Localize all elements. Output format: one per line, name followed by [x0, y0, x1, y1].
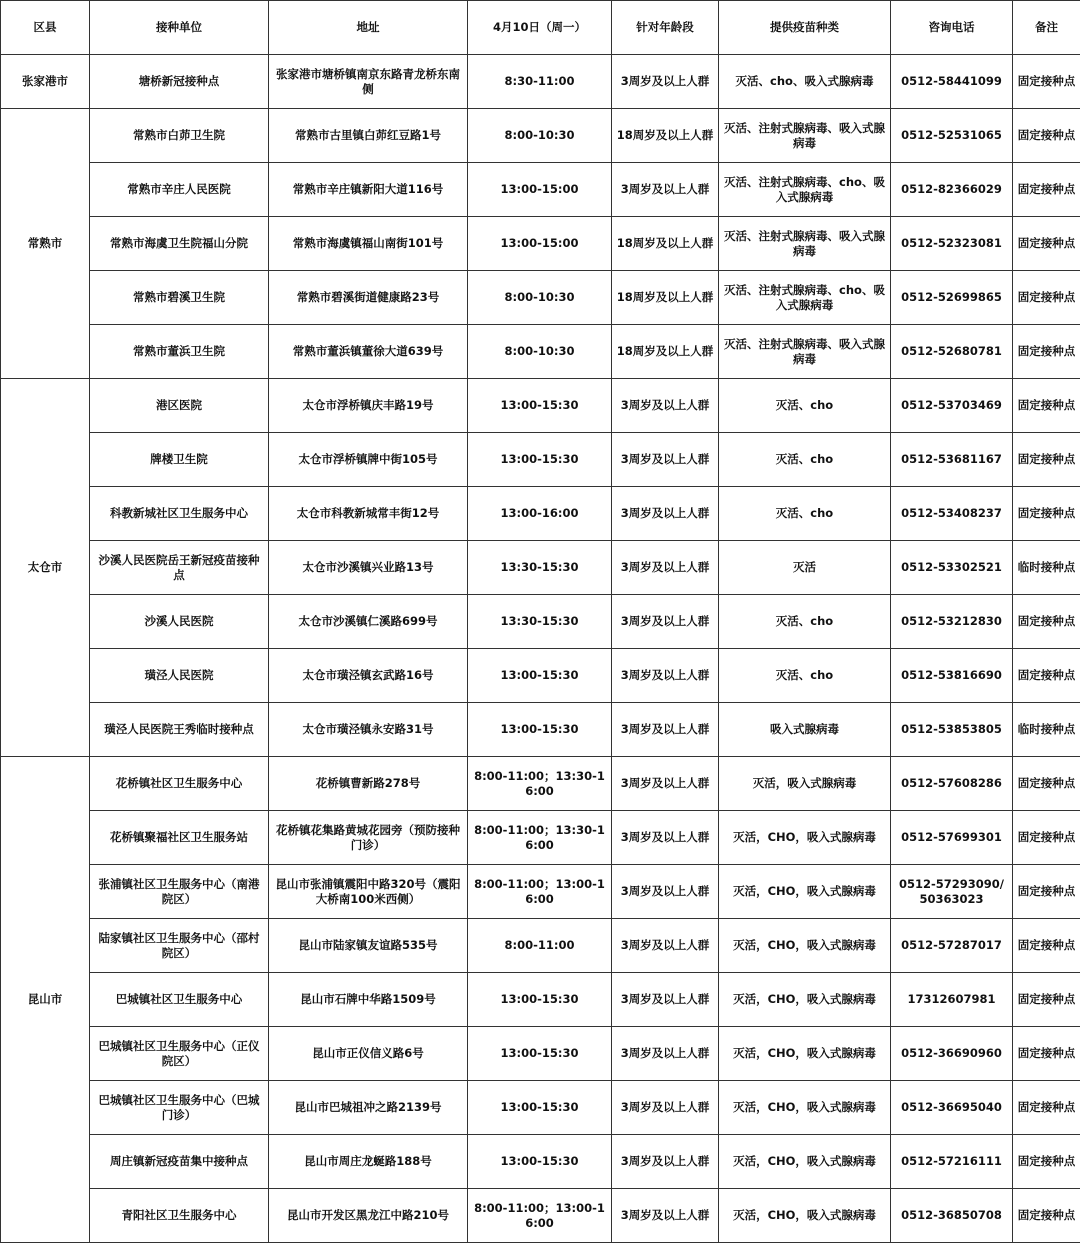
age-cell: 3周岁及以上人群: [612, 1135, 719, 1189]
table-row: [1, 433, 1080, 487]
note-cell: 固定接种点: [1013, 1189, 1080, 1243]
unit-cell: 花桥镇社区卫生服务中心: [90, 757, 269, 811]
note-cell: 固定接种点: [1013, 973, 1080, 1027]
vaccine-cell: 灭活，CHO，吸入式腺病毒: [719, 811, 891, 865]
note-cell: 固定接种点: [1013, 325, 1080, 379]
address-cell: 昆山市正仪信义路6号: [269, 1027, 468, 1081]
vaccine-cell: 灭活、cho: [719, 595, 891, 649]
note-cell: 固定接种点: [1013, 55, 1080, 109]
table-row: [1, 271, 1080, 325]
note-cell: 固定接种点: [1013, 811, 1080, 865]
time-cell: 13:00-15:00: [468, 163, 612, 217]
vaccine-cell: 灭活，CHO，吸入式腺病毒: [719, 1027, 891, 1081]
unit-cell: 巴城镇社区卫生服务中心（巴城门诊）: [90, 1081, 269, 1135]
time-cell: 13:00-15:30: [468, 433, 612, 487]
note-cell: 固定接种点: [1013, 487, 1080, 541]
age-cell: 3周岁及以上人群: [612, 1189, 719, 1243]
phone-cell: 0512-57216111: [891, 1135, 1013, 1189]
unit-cell: 陆家镇社区卫生服务中心（邵村院区）: [90, 919, 269, 973]
address-cell: 常熟市辛庄镇新阳大道116号: [269, 163, 468, 217]
vaccine-cell: 灭活、cho: [719, 433, 891, 487]
unit-cell: 周庄镇新冠疫苗集中接种点: [90, 1135, 269, 1189]
unit-cell: 常熟市海虞卫生院福山分院: [90, 217, 269, 271]
table-row: [1, 1081, 1080, 1135]
time-cell: 8:00-11:00；13:00-16:00: [468, 865, 612, 919]
address-cell: 昆山市巴城祖冲之路2139号: [269, 1081, 468, 1135]
header-age: 针对年龄段: [612, 1, 719, 55]
note-cell: 临时接种点: [1013, 703, 1080, 757]
vaccine-cell: 灭活，CHO，吸入式腺病毒: [719, 919, 891, 973]
district-cell: 太仓市: [1, 379, 90, 757]
address-cell: 常熟市海虞镇福山南街101号: [269, 217, 468, 271]
age-cell: 18周岁及以上人群: [612, 271, 719, 325]
note-cell: 固定接种点: [1013, 1081, 1080, 1135]
phone-cell: 0512-52323081: [891, 217, 1013, 271]
vaccine-cell: 灭活，吸入式腺病毒: [719, 757, 891, 811]
table-row: [1, 1189, 1080, 1243]
phone-cell: 0512-36690960: [891, 1027, 1013, 1081]
note-cell: 固定接种点: [1013, 217, 1080, 271]
address-cell: 花桥镇曹新路278号: [269, 757, 468, 811]
address-cell: 昆山市周庄龙蜒路188号: [269, 1135, 468, 1189]
vaccine-cell: 灭活，CHO，吸入式腺病毒: [719, 1189, 891, 1243]
phone-cell: 0512-52699865: [891, 271, 1013, 325]
age-cell: 3周岁及以上人群: [612, 1081, 719, 1135]
district-cell: 张家港市: [1, 55, 90, 109]
address-cell: 太仓市科教新城常丰街12号: [269, 487, 468, 541]
unit-cell: 沙溪人民医院: [90, 595, 269, 649]
header-row: [1, 1, 1080, 55]
header-phone: 咨询电话: [891, 1, 1013, 55]
unit-cell: 科教新城社区卫生服务中心: [90, 487, 269, 541]
age-cell: 3周岁及以上人群: [612, 595, 719, 649]
address-cell: 常熟市碧溪街道健康路23号: [269, 271, 468, 325]
note-cell: 固定接种点: [1013, 865, 1080, 919]
header-vaccine: 提供疫苗种类: [719, 1, 891, 55]
unit-cell: 张浦镇社区卫生服务中心（南港院区）: [90, 865, 269, 919]
note-cell: 固定接种点: [1013, 433, 1080, 487]
age-cell: 18周岁及以上人群: [612, 325, 719, 379]
time-cell: 13:30-15:30: [468, 541, 612, 595]
district-cell: 昆山市: [1, 757, 90, 1243]
header-time: 4月10日（周一）: [468, 1, 612, 55]
unit-cell: 璜泾人民医院王秀临时接种点: [90, 703, 269, 757]
time-cell: 13:00-15:30: [468, 973, 612, 1027]
table-row: [1, 487, 1080, 541]
phone-cell: 0512-36850708: [891, 1189, 1013, 1243]
phone-cell: 0512-82366029: [891, 163, 1013, 217]
unit-cell: 花桥镇聚福社区卫生服务站: [90, 811, 269, 865]
address-cell: 花桥镇花集路黄城花园旁（预防接种门诊）: [269, 811, 468, 865]
vaccine-cell: 灭活、cho: [719, 379, 891, 433]
table-row: [1, 379, 1080, 433]
phone-cell: 0512-53816690: [891, 649, 1013, 703]
district-cell: 常熟市: [1, 109, 90, 379]
time-cell: 8:00-11:00；13:00-16:00: [468, 1189, 612, 1243]
note-cell: 固定接种点: [1013, 649, 1080, 703]
age-cell: 3周岁及以上人群: [612, 973, 719, 1027]
address-cell: 常熟市古里镇白茆红豆路1号: [269, 109, 468, 163]
address-cell: 昆山市张浦镇震阳中路320号（震阳大桥南100米西侧）: [269, 865, 468, 919]
age-cell: 3周岁及以上人群: [612, 163, 719, 217]
phone-cell: 0512-52531065: [891, 109, 1013, 163]
time-cell: 13:00-16:00: [468, 487, 612, 541]
time-cell: 8:00-11:00；13:30-16:00: [468, 811, 612, 865]
table-row: [1, 649, 1080, 703]
table-row: [1, 973, 1080, 1027]
phone-cell: 0512-58441099: [891, 55, 1013, 109]
vaccine-cell: 灭活、注射式腺病毒、cho、吸入式腺病毒: [719, 271, 891, 325]
table-row: [1, 325, 1080, 379]
table-row: [1, 811, 1080, 865]
unit-cell: 常熟市白茆卫生院: [90, 109, 269, 163]
address-cell: 昆山市石牌中华路1509号: [269, 973, 468, 1027]
note-cell: 固定接种点: [1013, 271, 1080, 325]
age-cell: 3周岁及以上人群: [612, 433, 719, 487]
unit-cell: 常熟市董浜卫生院: [90, 325, 269, 379]
age-cell: 3周岁及以上人群: [612, 541, 719, 595]
address-cell: 昆山市开发区黑龙江中路210号: [269, 1189, 468, 1243]
age-cell: 18周岁及以上人群: [612, 217, 719, 271]
vaccine-cell: 灭活、cho: [719, 487, 891, 541]
unit-cell: 塘桥新冠接种点: [90, 55, 269, 109]
age-cell: 3周岁及以上人群: [612, 55, 719, 109]
unit-cell: 沙溪人民医院岳王新冠疫苗接种点: [90, 541, 269, 595]
unit-cell: 青阳社区卫生服务中心: [90, 1189, 269, 1243]
age-cell: 3周岁及以上人群: [612, 757, 719, 811]
unit-cell: 常熟市碧溪卫生院: [90, 271, 269, 325]
table-row: [1, 109, 1080, 163]
time-cell: 8:30-11:00: [468, 55, 612, 109]
time-cell: 8:00-11:00: [468, 919, 612, 973]
unit-cell: 港区医院: [90, 379, 269, 433]
table-row: [1, 1027, 1080, 1081]
address-cell: 张家港市塘桥镇南京东路青龙桥东南侧: [269, 55, 468, 109]
address-cell: 太仓市沙溪镇仁溪路699号: [269, 595, 468, 649]
table-body: [1, 55, 1080, 1243]
table-row: [1, 595, 1080, 649]
phone-cell: 0512-57293090/ 50363023: [891, 865, 1013, 919]
vaccine-cell: 灭活、注射式腺病毒、吸入式腺病毒: [719, 109, 891, 163]
vaccine-cell: 灭活，CHO，吸入式腺病毒: [719, 865, 891, 919]
header-unit: 接种单位: [90, 1, 269, 55]
age-cell: 3周岁及以上人群: [612, 1027, 719, 1081]
time-cell: 13:00-15:30: [468, 1081, 612, 1135]
age-cell: 18周岁及以上人群: [612, 109, 719, 163]
age-cell: 3周岁及以上人群: [612, 487, 719, 541]
time-cell: 13:00-15:30: [468, 649, 612, 703]
vaccine-cell: 灭活、cho: [719, 649, 891, 703]
table-row: [1, 55, 1080, 109]
vaccine-cell: 灭活: [719, 541, 891, 595]
note-cell: 固定接种点: [1013, 163, 1080, 217]
phone-cell: 0512-36695040: [891, 1081, 1013, 1135]
address-cell: 太仓市浮桥镇牌中街105号: [269, 433, 468, 487]
note-cell: 固定接种点: [1013, 919, 1080, 973]
vaccine-cell: 灭活，CHO，吸入式腺病毒: [719, 1081, 891, 1135]
phone-cell: 17312607981: [891, 973, 1013, 1027]
address-cell: 昆山市陆家镇友谊路535号: [269, 919, 468, 973]
address-cell: 太仓市璜泾镇永安路31号: [269, 703, 468, 757]
age-cell: 3周岁及以上人群: [612, 703, 719, 757]
vaccine-cell: 灭活、cho、吸入式腺病毒: [719, 55, 891, 109]
header-address: 地址: [269, 1, 468, 55]
time-cell: 13:00-15:30: [468, 703, 612, 757]
age-cell: 3周岁及以上人群: [612, 865, 719, 919]
note-cell: 固定接种点: [1013, 757, 1080, 811]
vaccine-cell: 吸入式腺病毒: [719, 703, 891, 757]
table-row: [1, 163, 1080, 217]
time-cell: 13:00-15:30: [468, 1135, 612, 1189]
time-cell: 8:00-10:30: [468, 109, 612, 163]
phone-cell: 0512-57608286: [891, 757, 1013, 811]
note-cell: 固定接种点: [1013, 379, 1080, 433]
table-row: [1, 1135, 1080, 1189]
table-row: [1, 703, 1080, 757]
unit-cell: 巴城镇社区卫生服务中心: [90, 973, 269, 1027]
age-cell: 3周岁及以上人群: [612, 379, 719, 433]
time-cell: 8:00-11:00；13:30-16:00: [468, 757, 612, 811]
address-cell: 太仓市璜泾镇玄武路16号: [269, 649, 468, 703]
time-cell: 8:00-10:30: [468, 271, 612, 325]
age-cell: 3周岁及以上人群: [612, 811, 719, 865]
table-row: [1, 217, 1080, 271]
address-cell: 太仓市浮桥镇庆丰路19号: [269, 379, 468, 433]
table-row: [1, 757, 1080, 811]
phone-cell: 0512-57699301: [891, 811, 1013, 865]
unit-cell: 常熟市辛庄人民医院: [90, 163, 269, 217]
time-cell: 13:00-15:00: [468, 217, 612, 271]
unit-cell: 牌楼卫生院: [90, 433, 269, 487]
phone-cell: 0512-53302521: [891, 541, 1013, 595]
phone-cell: 0512-53408237: [891, 487, 1013, 541]
note-cell: 固定接种点: [1013, 109, 1080, 163]
address-cell: 常熟市董浜镇董徐大道639号: [269, 325, 468, 379]
time-cell: 13:00-15:30: [468, 1027, 612, 1081]
vaccine-cell: 灭活、注射式腺病毒、cho、吸入式腺病毒: [719, 163, 891, 217]
note-cell: 固定接种点: [1013, 1135, 1080, 1189]
age-cell: 3周岁及以上人群: [612, 919, 719, 973]
address-cell: 太仓市沙溪镇兴业路13号: [269, 541, 468, 595]
table-row: [1, 919, 1080, 973]
table-row: [1, 541, 1080, 595]
note-cell: 临时接种点: [1013, 541, 1080, 595]
phone-cell: 0512-53853805: [891, 703, 1013, 757]
note-cell: 固定接种点: [1013, 1027, 1080, 1081]
vaccine-cell: 灭活、注射式腺病毒、吸入式腺病毒: [719, 217, 891, 271]
header-district: 区县: [1, 1, 90, 55]
vaccine-cell: 灭活、注射式腺病毒、吸入式腺病毒: [719, 325, 891, 379]
time-cell: 8:00-10:30: [468, 325, 612, 379]
time-cell: 13:00-15:30: [468, 379, 612, 433]
table-row: [1, 865, 1080, 919]
phone-cell: 0512-53212830: [891, 595, 1013, 649]
phone-cell: 0512-53703469: [891, 379, 1013, 433]
header-note: 备注: [1013, 1, 1080, 55]
phone-cell: 0512-52680781: [891, 325, 1013, 379]
time-cell: 13:30-15:30: [468, 595, 612, 649]
age-cell: 3周岁及以上人群: [612, 649, 719, 703]
note-cell: 固定接种点: [1013, 595, 1080, 649]
unit-cell: 璜泾人民医院: [90, 649, 269, 703]
phone-cell: 0512-53681167: [891, 433, 1013, 487]
vaccine-cell: 灭活，CHO，吸入式腺病毒: [719, 973, 891, 1027]
unit-cell: 巴城镇社区卫生服务中心（正仪院区）: [90, 1027, 269, 1081]
phone-cell: 0512-57287017: [891, 919, 1013, 973]
vaccine-cell: 灭活，CHO，吸入式腺病毒: [719, 1135, 891, 1189]
